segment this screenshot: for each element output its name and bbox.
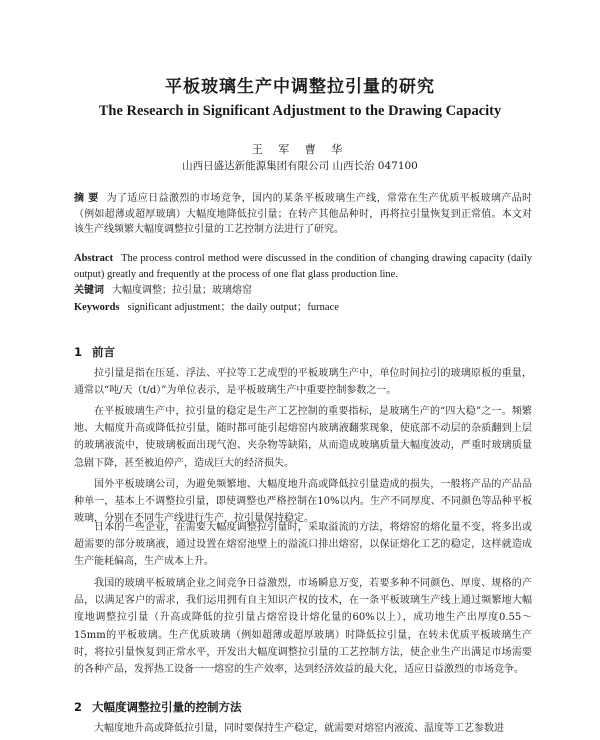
keywords-cn-label: 关键词 — [74, 285, 104, 296]
abstract-cn-label: 摘 要 — [74, 193, 99, 204]
abstract-en-label: Abstract — [74, 253, 114, 264]
keywords-en — [74, 300, 532, 316]
section-2-heading — [74, 699, 242, 715]
paper-title-cn: 平板玻璃生产中调整拉引量的研究 — [165, 77, 435, 97]
abstract-cn — [74, 191, 532, 238]
paper-affiliation: 山西日盛达新能源集团有限公司 山西长治 047100 — [182, 160, 418, 172]
keywords-cn-text: 大幅度调整；拉引量；玻璃熔窑 — [112, 285, 252, 296]
paper-authors: 王 军 曹 华 — [251, 143, 349, 156]
keywords-en-label: Keywords — [74, 302, 120, 313]
section-1-paragraph-5: 我国的玻璃平板玻璃企业之间竞争日益激烈，市场瞬息万变，若要多种不同颜色、厚度、规格的产品，以满足客户的需求，我们运用拥有自主知识产权的技术，在一条平板玻璃生产线上通过频繁地大幅度地调整拉引量（升高或降低的拉引量占熔窑设计熔化量的60%以上），成功地生产出厚度0.55～15mm的平板玻璃。生产优质玻璃（例如超薄或超厚玻璃）时降低拉引量，在转未优质平板玻璃生产时，将拉引量恢复到正常水平，开发出大幅度调整拉引量的工艺控制方法，使企业生产出满足市场需要的各种产品，发挥热工设备一一熔窑的生产效率，达到经济效益的最大化，适应日益激烈的市场竞争。 — [74, 578, 532, 676]
paper-title-en: The Research in Significant Adjustment to the Drawing Capacity — [98, 103, 502, 119]
abstract-en-text: The process control method were discussed in the condition of changing drawing capacity (daily output) greatly and frequently at the process of one flat glass production line. — [74, 253, 532, 280]
section-2-title: 大幅度调整拉引量的控制方法 — [92, 700, 242, 714]
section-1-number: 1 — [74, 345, 83, 359]
abstract-en — [74, 251, 532, 282]
section-2-number: 2 — [74, 700, 83, 714]
section-1-paragraph-4: 日本的一些企业，在需要大幅度调整拉引量时，采取溢流的方法，将熔窑的熔化量不变，将多出或超需要的部分玻璃液，通过设置在熔窑池壁上的溢流口排出熔窑，以保证熔化工艺的稳定，这样就造成生产能耗偏高，生产成本上升。 — [74, 522, 532, 568]
section-1-paragraph-2: 在平板玻璃生产中，拉引量的稳定是生产工艺控制的重要指标，是玻璃生产的“四大稳”之一。频繁地、大幅度升高或降低拉引量，随时都可能引起熔窑内玻璃液翻浆现象，使底部不动层的杂质翻到上层的玻璃液流中，使玻璃板面出现气泡、夹杂物等缺陷，从而造成玻璃质量大幅度波动，严重时玻璃质量急剧下降，甚至被迫停产，造成巨大的经济损失。 — [74, 406, 532, 469]
section-1-paragraph-3: 国外平板玻璃公司，为避免频繁地、大幅度地升高或降低拉引量造成的损失，一般将产品的产品品种单一，基本上不调整拉引量，即使调整也严格控制在10%以内。生产不同厚度、不同颜色等品种平板玻璃，分别在不同生产线进行生产，拉引量保持稳定。 — [74, 479, 532, 525]
section-1-heading — [74, 344, 115, 360]
keywords-en-text: significant adjustment；the daily output；furnace — [127, 302, 339, 313]
keywords-cn — [74, 283, 532, 299]
section-1-title: 前言 — [92, 345, 116, 359]
abstract-cn-text: 为了适应日益激烈的市场竞争，国内的某条平板玻璃生产线，常常在生产优质平板玻璃产品时（例如超薄或超厚玻璃）大幅度地降低拉引量；在转产其他品种时，再将拉引量恢复到正常值。本文对该生产线频繁大幅度调整拉引量的工艺控制方法进行了研究。 — [74, 193, 533, 235]
section-1-paragraph-1: 拉引量是指在压延、浮法、平拉等工艺成型的平板玻璃生产中，单位时间拉引的玻璃原板的重量，通常以“吨/天（t/d）”为单位表示，是平板玻璃生产中重要控制参数之一。 — [74, 368, 532, 397]
section-2-paragraph-1: 大幅度地升高或降低拉引量，同时要保持生产稳定，就需要对熔窑内液流、温度等工艺参数进 — [94, 723, 504, 734]
